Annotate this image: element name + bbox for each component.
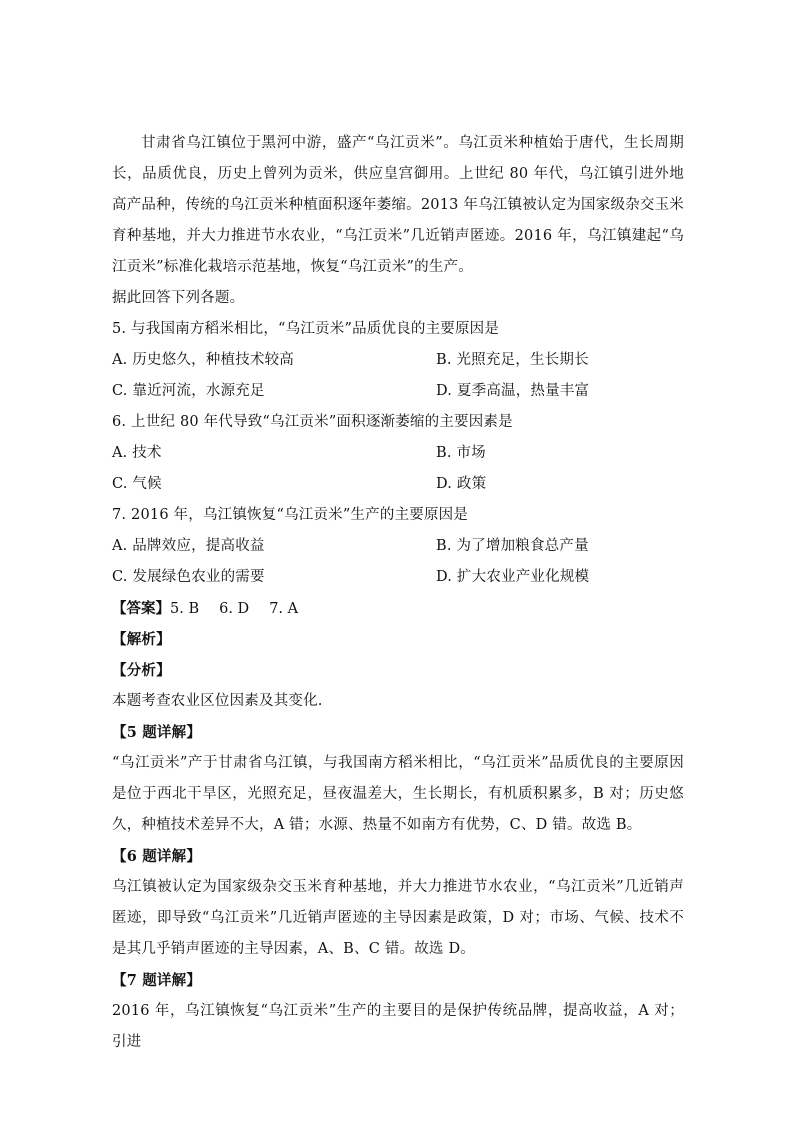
document-page	[112, 128, 684, 1058]
question-5-options-row-2	[112, 376, 684, 407]
answer-item-5: 5. B	[170, 601, 200, 617]
question-5-options-row-1	[112, 345, 684, 376]
question-7-option-a: A. 品牌效应，提高收益	[112, 538, 265, 554]
intro-prompt: 据此回答下列各题。	[112, 290, 245, 306]
question-6-option-b: B. 市场	[436, 445, 486, 461]
question-6-option-a: A. 技术	[112, 445, 162, 461]
question-5-option-d: D. 夏季高温，热量丰富	[436, 383, 590, 399]
detail-5-text: “乌江贡米”产于甘肃省乌江镇，与我国南方稻米相比，“乌江贡米”品质优良的主要原因是位于西北干旱区，光照充足，昼夜温差大，生长期长，有机质积累多，B 对；历史悠久，种植技术差异不大，A 错；水源、热量不如南方有优势，C、D 错。故选 B。	[112, 755, 684, 833]
detail-6-label: 【6 题详解】	[112, 848, 202, 865]
question-7-option-b: B. 为了增加粮食总产量	[436, 538, 589, 554]
analysis-sub-label: 【分析】	[112, 662, 171, 679]
analysis-label: 【解析】	[112, 631, 171, 648]
answer-item-7: 7. A	[269, 601, 299, 617]
question-7-option-d: D. 扩大农业产业化规模	[436, 569, 590, 585]
answer-item-6: 6. D	[219, 601, 250, 617]
answer-row	[112, 593, 684, 624]
question-6-options-row-2	[112, 469, 684, 500]
question-5-option-c: C. 靠近河流，水源充足	[112, 383, 265, 399]
question-7-stem: 7. 2016 年，乌江镇恢复“乌江贡米”生产的主要原因是	[112, 507, 469, 523]
question-7-option-c: C. 发展绿色农业的需要	[112, 569, 265, 585]
intro-paragraph: 甘肃省乌江镇位于黑河中游，盛产“乌江贡米”。乌江贡米种植始于唐代，生长周期长，品质优良，历史上曾列为贡米，供应皇宫御用。上世纪 80 年代，乌江镇引进外地高产品种，传统的乌江贡米种植面积逐年萎缩。2013 年乌江镇被认定为国家级杂交玉米育种基地，并大力推进节水农业，“乌江贡米”几近销声匿迹。2016 年，乌江镇建起“乌江贡米”标准化栽培示范基地，恢复“乌江贡米”的生产。	[112, 135, 684, 275]
detail-7-label: 【7 题详解】	[112, 972, 202, 989]
question-7-options-row-1	[112, 531, 684, 562]
detail-6-text: 乌江镇被认定为国家级杂交玉米育种基地，并大力推进节水农业，“乌江贡米”几近销声匿迹，即导致“乌江贡米”几近销声匿迹的主导因素是政策，D 对；市场、气候、技术不是其几乎销声匿迹的主导因素，A、B、C 错。故选 D。	[112, 879, 684, 957]
detail-5-label: 【5 题详解】	[112, 724, 202, 741]
analysis-summary: 本题考查农业区位因素及其变化.	[112, 693, 323, 709]
question-7-options-row-2	[112, 562, 684, 593]
question-6-stem: 6. 上世纪 80 年代导致“乌江贡米”面积逐渐萎缩的主要因素是	[112, 414, 513, 430]
question-5-option-a: A. 历史悠久，种植技术较高	[112, 352, 294, 368]
question-6-option-c: C. 气候	[112, 476, 162, 492]
question-5-option-b: B. 光照充足，生长期长	[436, 352, 589, 368]
question-6-option-d: D. 政策	[436, 476, 487, 492]
answer-label: 【答案】	[112, 600, 170, 617]
question-6-options-row-1	[112, 438, 684, 469]
question-5-stem: 5. 与我国南方稻米相比，“乌江贡米”品质优良的主要原因是	[112, 321, 500, 337]
detail-7-text: 2016 年，乌江镇恢复“乌江贡米”生产的主要目的是保护传统品牌，提高收益，A 对；引进	[112, 1003, 684, 1050]
